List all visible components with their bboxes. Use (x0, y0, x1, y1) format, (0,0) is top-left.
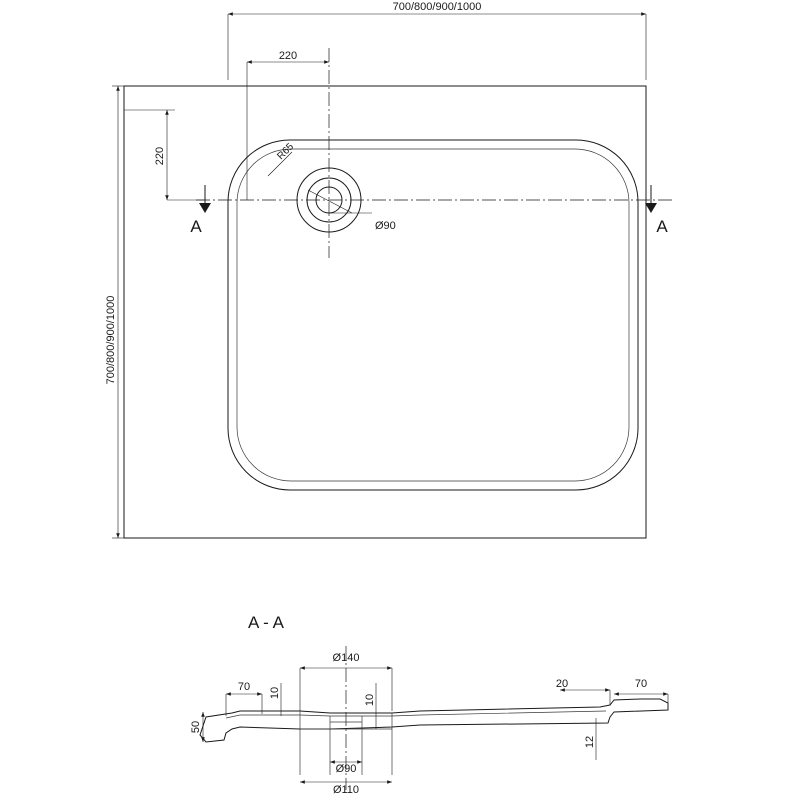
section-view-group (200, 646, 668, 790)
label-drain-pipe-outer: Ø110 (332, 784, 360, 796)
label-flange-right: 70 (634, 678, 648, 690)
section-marker-left-label: A (190, 217, 202, 236)
label-drain-offset-x: 220 (278, 50, 298, 62)
section-title: A - A (248, 613, 284, 632)
label-drain-top-diameter: Ø140 (332, 652, 360, 664)
label-corner-radius: R65 (275, 141, 297, 163)
label-edge-right-inner: 20 (555, 678, 569, 690)
label-overall-width: 700/800/900/1000 (392, 1, 482, 13)
section-arrow-right-head (645, 203, 657, 213)
label-height-left: 50 (190, 720, 202, 734)
label-drain-pipe-inner: Ø90 (335, 763, 357, 775)
label-drain-offset-y: 220 (154, 146, 166, 166)
label-inner-depth: 10 (364, 693, 376, 707)
tray-outer-outline (124, 86, 646, 538)
label-flange-left: 70 (237, 681, 251, 693)
label-step-left: 10 (269, 686, 281, 700)
section-marker-right-label: A (656, 217, 668, 236)
label-bottom-height: 12 (584, 735, 596, 749)
label-drain-diameter: Ø90 (375, 220, 396, 232)
label-overall-height: 700/800/900/1000 (105, 295, 117, 385)
plan-view-group (112, 14, 672, 538)
section-tray-profile (200, 699, 668, 742)
